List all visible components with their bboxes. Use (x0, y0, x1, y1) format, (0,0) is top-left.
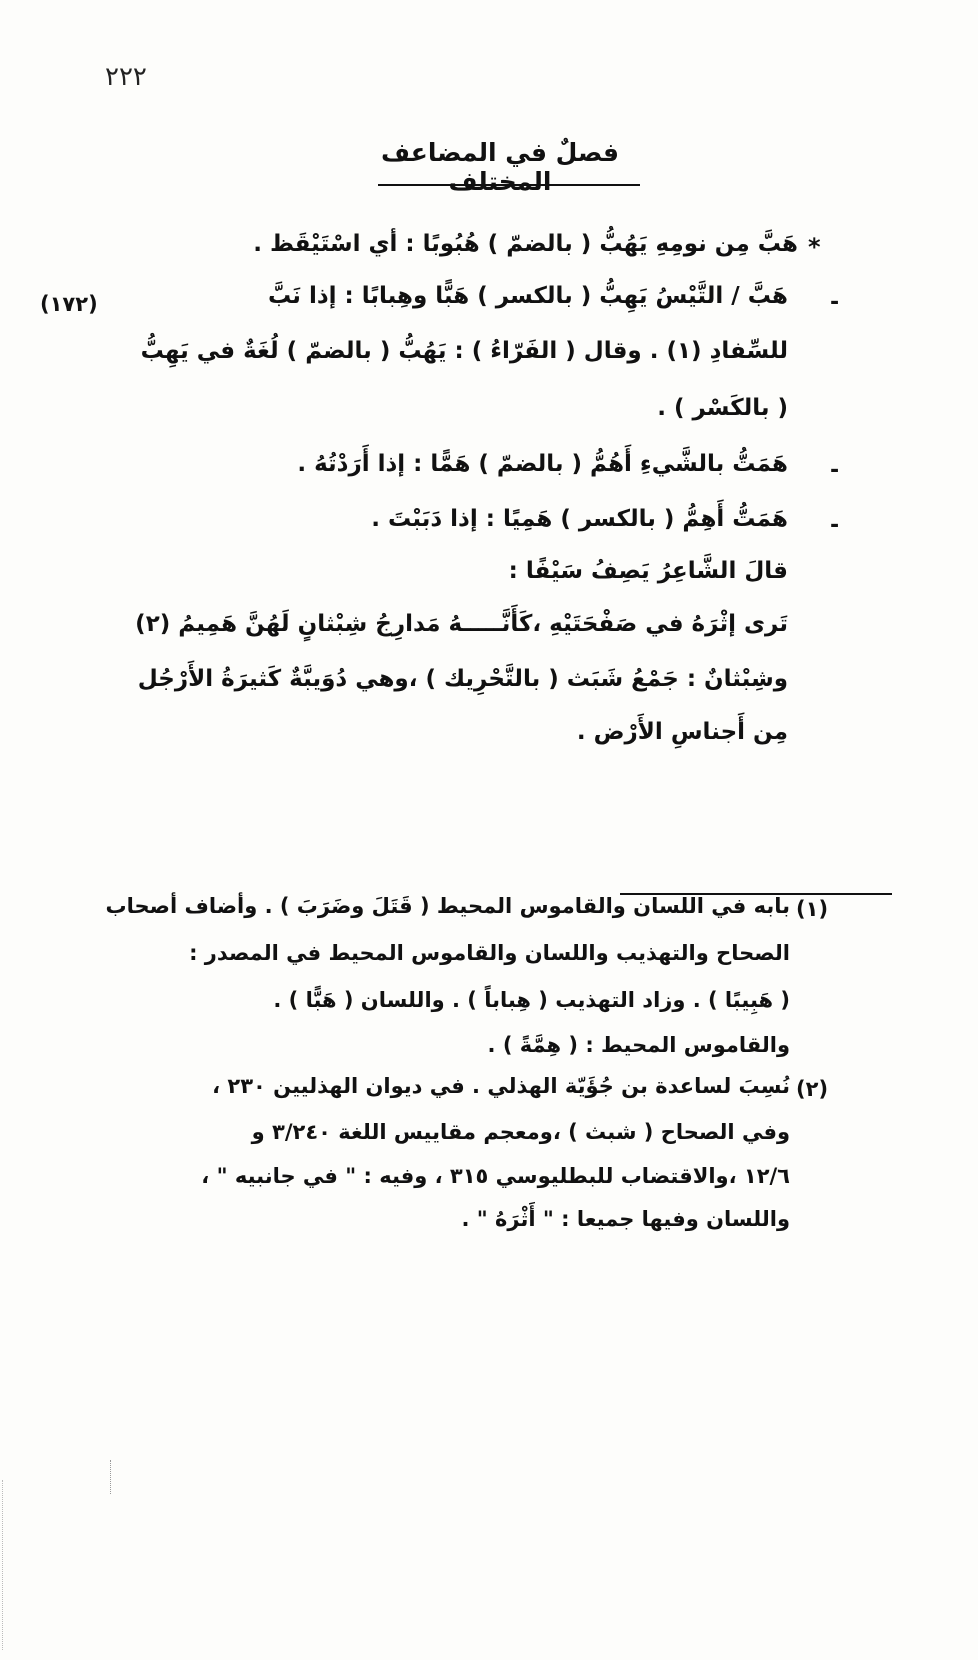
footnote-1-line-2: الصحاح والتهذيب واللسان والقاموس المحيط في المصدر : (189, 941, 790, 965)
body-line-1: هَبَّ مِن نومِهِ يَهُبُّ ( بالضمّ ) هُبُوبًا : أي اسْتَيْقَظ . (253, 231, 798, 257)
footnote-2-line-3: ١٢/٦ ،والاقتضاب للبطليوسي ٣١٥ ، وفيه : " في جانبيه " ، (201, 1164, 790, 1188)
entry-dash-marker: - (830, 290, 840, 315)
footnote-1-line-4: والقاموس المحيط : ( هِمَّةً ) . (487, 1033, 790, 1057)
body-line-7: قالَ الشَّاعِرُ يَصِفُ سَيْفًا : (508, 558, 788, 584)
body-line-3: للسِّفادِ (١) . وقال ( الفَرّاءُ ) : يَهُبُّ ( بالضمّ ) لُغَةٌ في يَهِبُّ (140, 338, 788, 364)
footnote-number-2: (٢) (796, 1077, 829, 1101)
footnote-2-line-2: وفي الصحاح ( شبث ) ،ومعجم مقاييس اللغة ٣/٢٤٠ و (251, 1120, 790, 1144)
body-line-6: هَمَتُّ أَهِمُّ ( بالكسر ) هَمِيًا : إذا دَبَبْتَ . (371, 506, 788, 532)
footnote-1-line-3: ( هَبِيبًا ) . وزاد التهذيب ( هِباباً ) . واللسان ( هَبًّا ) . (273, 988, 790, 1012)
scan-edge-mark (2, 1480, 3, 1650)
entry-star-marker: * (808, 233, 821, 261)
scan-margin-mark (110, 1460, 111, 1494)
verse-line: تَرى إثْرَهُ في صَفْحَتَيْهِ ،كَأَنَّـــــهُ مَدارِجُ شِبْثانٍ لَهُنَّ هَمِيمُ (٢) (135, 611, 788, 637)
section-title: فصلٌ في المضاعف المختلف (381, 138, 619, 196)
body-line-9: وشِبْثانٌ : جَمْعُ شَبَث ( بالتَّحْرِيك ) ،وهي دُوَيبَّةٌ كَثيرَةُ الأَرْجُل (137, 666, 788, 692)
footnote-2-line-1: نُسِبَ لساعدة بن جُؤَيّة الهذلي . في ديوان الهذليين ٢٣٠ ، (212, 1074, 790, 1098)
body-line-10: مِن أَجناسِ الأَرْض . (576, 719, 788, 745)
body-line-5: هَمَتُّ بالشَّيءِ أَهُمُّ ( بالضمّ ) هَمًّا : إذا أَرَدْتُهُ . (297, 451, 788, 477)
footnote-number-1: (١) (796, 897, 829, 921)
entry-dash-marker: - (830, 513, 840, 538)
footnote-2-line-4: واللسان وفيها جميعا : " أَثْرَهُ " . (461, 1207, 790, 1231)
footnote-1-line-1: بابه في اللسان والقاموس المحيط ( قَتَلَ وضَرَبَ ) . وأضاف أصحاب (105, 894, 790, 918)
body-line-2: هَبَّ / التَّيْسُ يَهِبُّ ( بالكسر ) هَبًّا وهِبابًا : إذا نَبَّ (267, 283, 788, 309)
body-line-4: ( بالكَسْر ) . (657, 395, 788, 421)
page-number: ٢٢٢ (105, 62, 147, 92)
margin-reference: (١٧٢) (40, 292, 98, 316)
entry-dash-marker: - (830, 458, 840, 483)
title-underline (378, 184, 640, 186)
